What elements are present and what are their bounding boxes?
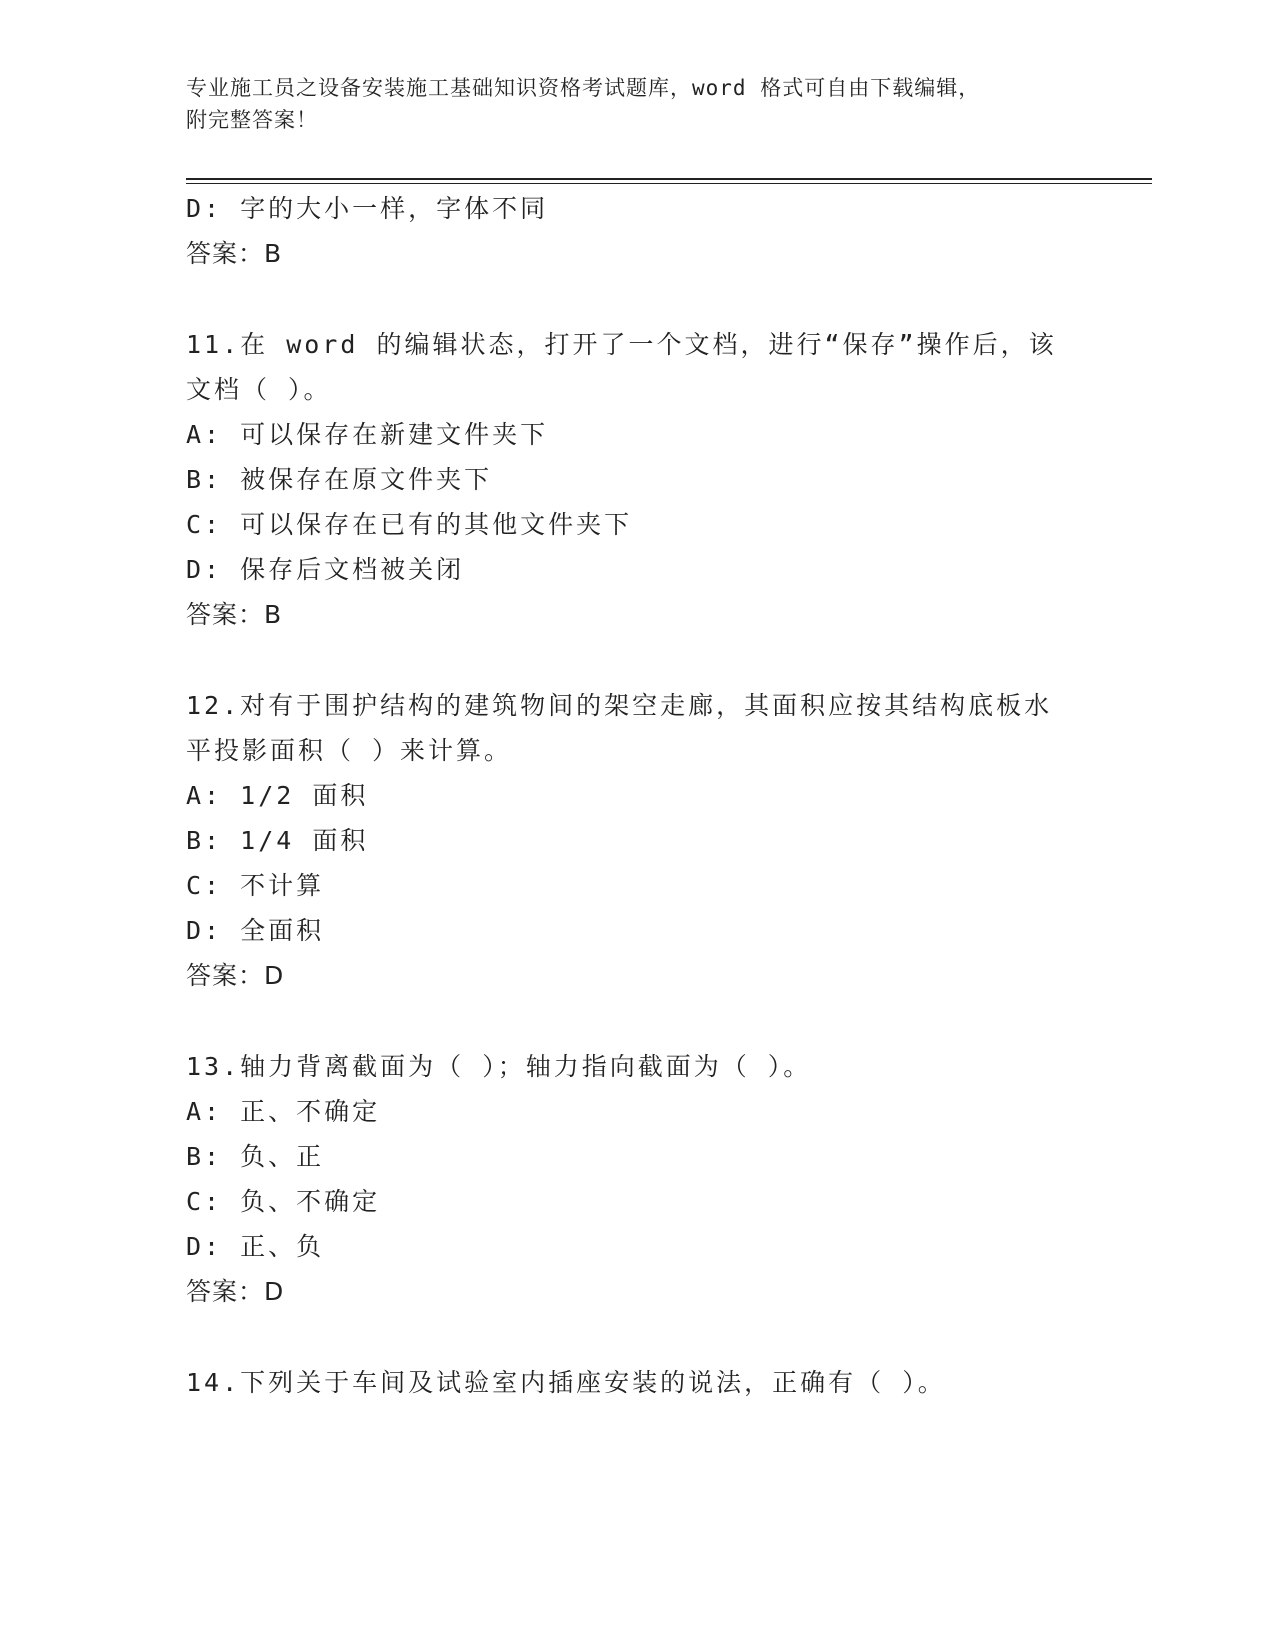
answer: 答案：D <box>186 1277 285 1306</box>
spacer <box>186 276 1086 322</box>
document-header <box>186 72 1086 136</box>
question-stem: 平投影面积（ ）来计算。 <box>186 736 513 765</box>
question-stem: 文档（ ）。 <box>186 375 332 404</box>
header-divider-thick <box>186 178 1152 180</box>
spacer <box>186 998 1086 1044</box>
option-b: B: 1/4 面积 <box>186 826 369 855</box>
option-c: C: 负、不确定 <box>186 1187 381 1216</box>
question-stem: 14.下列关于车间及试验室内插座安装的说法，正确有（ ）。 <box>186 1368 946 1397</box>
header-line-1: 专业施工员之设备安装施工基础知识资格考试题库，word 格式可自由下载编辑， <box>186 76 981 100</box>
answer: 答案：B <box>186 600 283 629</box>
question-stem: 11.在 word 的编辑状态，打开了一个文档，进行“保存”操作后，该 <box>186 330 1057 359</box>
option-c: C: 可以保存在已有的其他文件夹下 <box>186 510 633 539</box>
option-b: B: 被保存在原文件夹下 <box>186 465 493 494</box>
question-11 <box>186 322 1086 637</box>
answer: 答案：D <box>186 961 285 990</box>
document-body <box>186 186 1086 1405</box>
question-14 <box>186 1360 1086 1405</box>
option-b: B: 负、正 <box>186 1142 325 1171</box>
option-c: C: 不计算 <box>186 871 325 900</box>
prev-answer: 答案：B <box>186 239 283 268</box>
header-line-2: 附完整答案！ <box>186 108 318 132</box>
option-d: D: 全面积 <box>186 916 325 945</box>
option-d: D: 保存后文档被关闭 <box>186 555 465 584</box>
option-a: A: 1/2 面积 <box>186 781 369 810</box>
question-12 <box>186 683 1086 998</box>
option-d: D: 正、负 <box>186 1232 325 1261</box>
option-a: A: 可以保存在新建文件夹下 <box>186 420 549 449</box>
question-stem: 12.对有于围护结构的建筑物间的架空走廊，其面积应按其结构底板水 <box>186 691 1053 720</box>
question-13 <box>186 1044 1086 1314</box>
spacer <box>186 1314 1086 1360</box>
spacer <box>186 637 1086 683</box>
header-divider-thin <box>186 183 1152 184</box>
question-stem: 13.轴力背离截面为（ ）；轴力指向截面为（ ）。 <box>186 1052 812 1081</box>
option-a: A: 正、不确定 <box>186 1097 381 1126</box>
prev-option-d: D: 字的大小一样，字体不同 <box>186 194 549 223</box>
